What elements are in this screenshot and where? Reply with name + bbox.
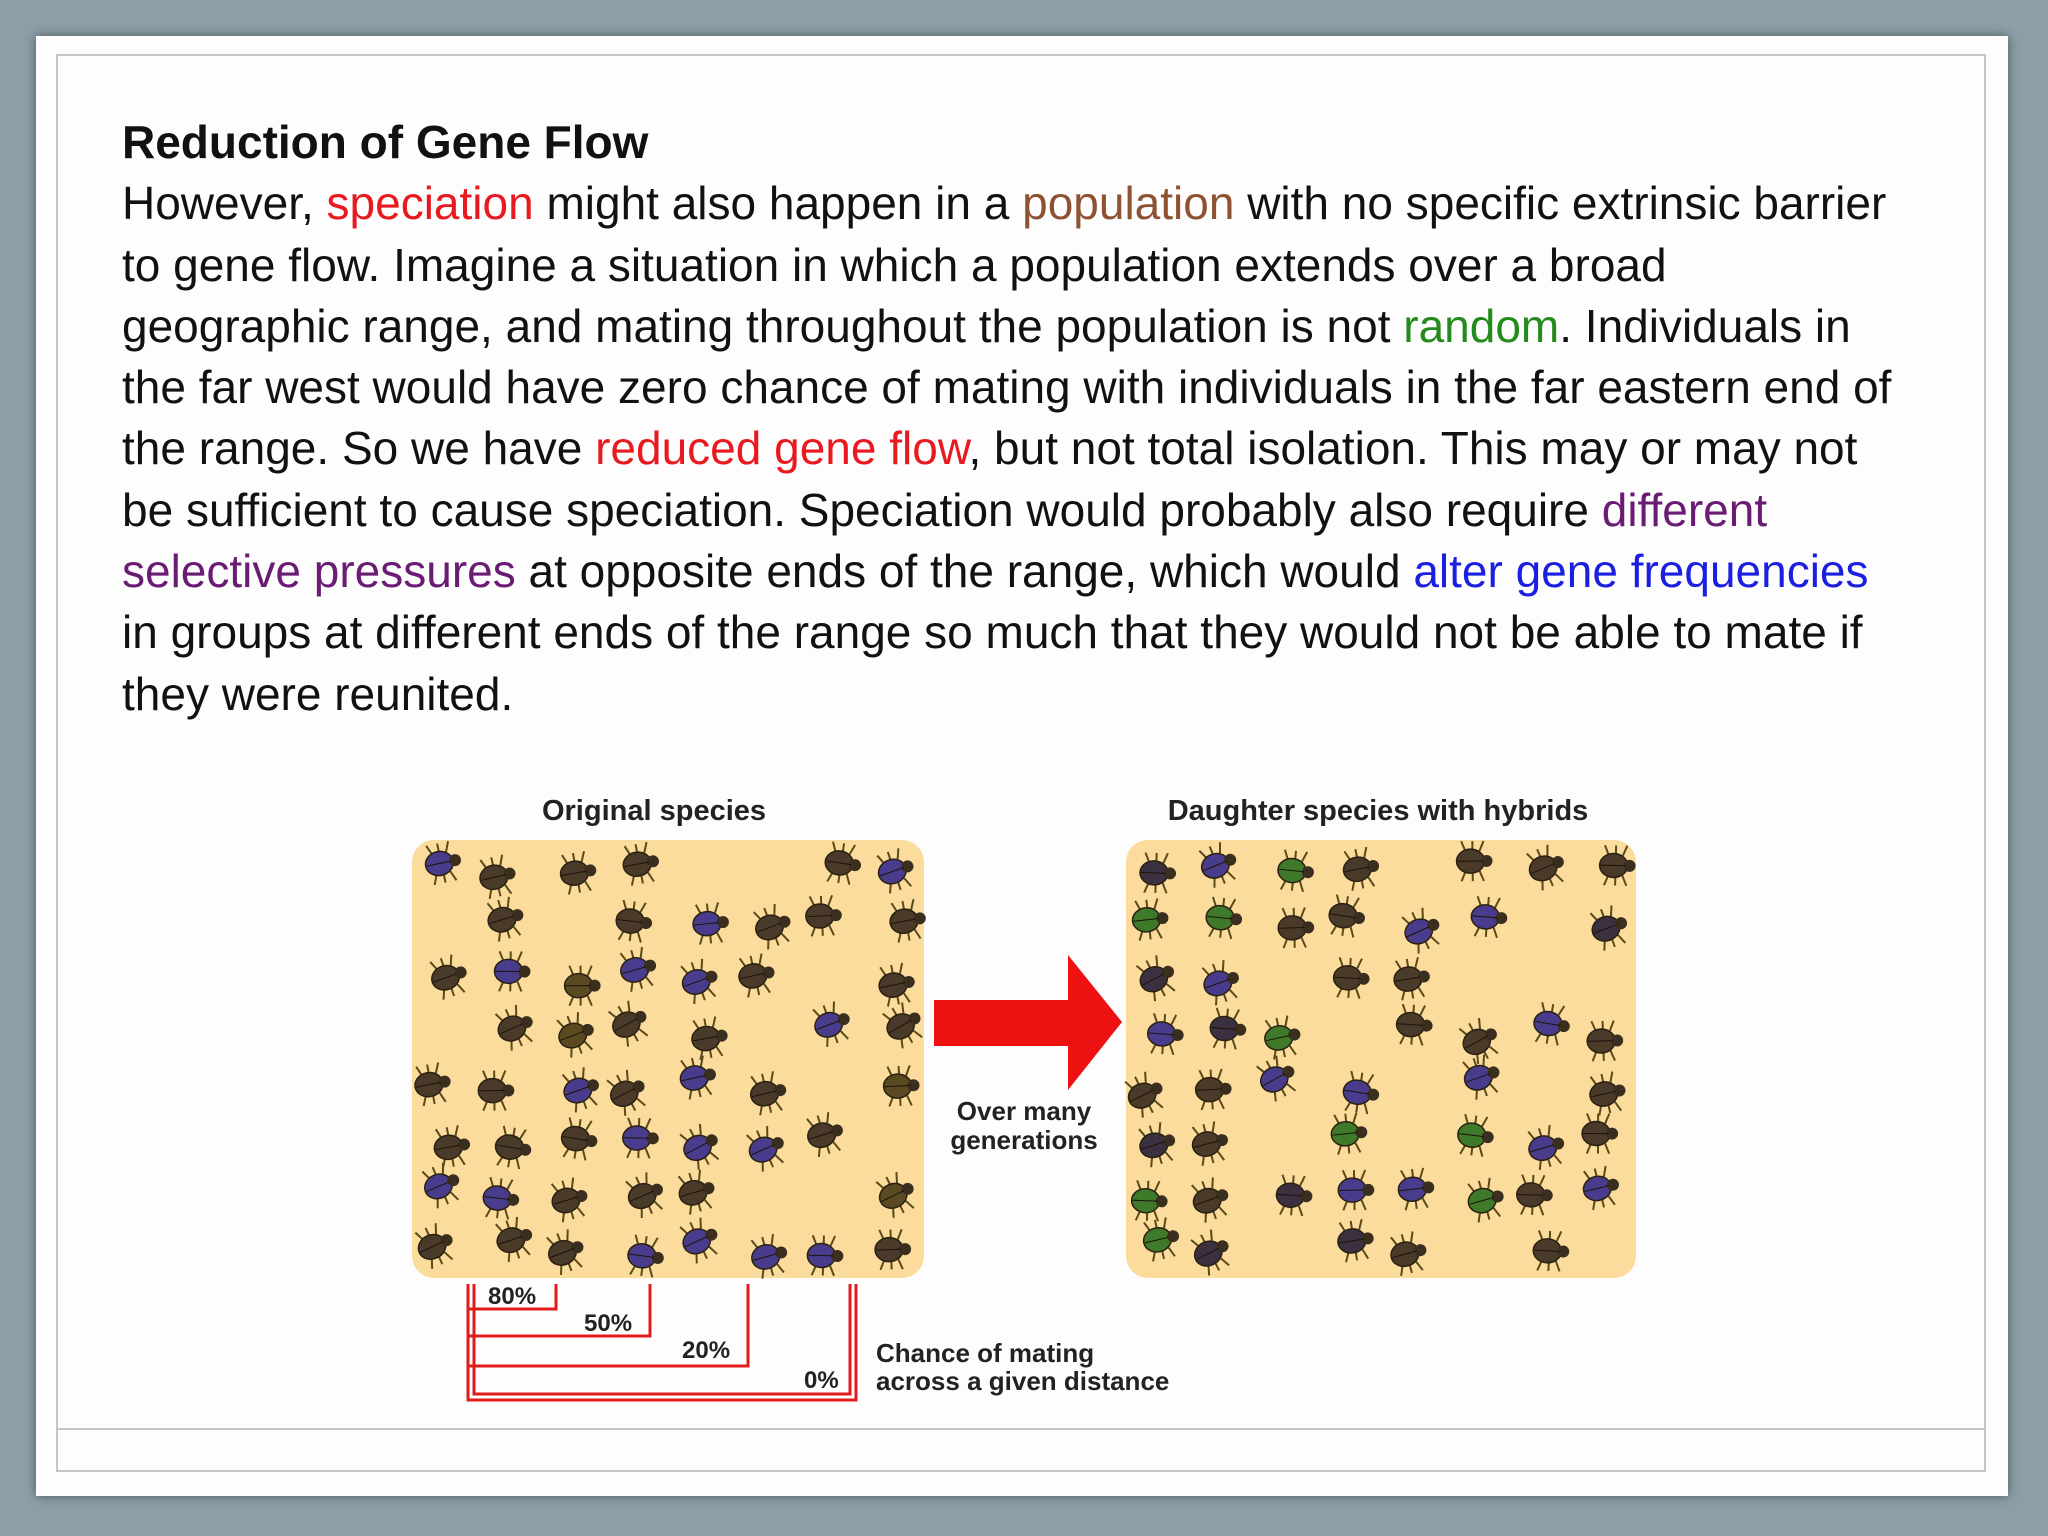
pct-20: 20%	[682, 1337, 731, 1364]
arrow-label-line1: Over many	[956, 1096, 1092, 1126]
text-run: . Individuals in the far west would have zero chance of mating with individuals in the far eastern end of the range. So we have	[122, 299, 1892, 475]
slide-text	[122, 112, 1902, 725]
body-paragraph	[122, 173, 1902, 725]
text-run: at opposite ends of the range, which would	[515, 545, 1414, 598]
daughter-species-label: Daughter species with hybrids	[1167, 795, 1589, 827]
slide-title: Reduction of Gene Flow	[122, 116, 649, 168]
pct-50: 50%	[584, 1310, 633, 1337]
generations-arrow	[934, 955, 1122, 1090]
term-different-selective-pressures[interactable]: different selective pressures	[122, 483, 1768, 598]
text-run: might also happen in a	[533, 177, 1023, 230]
mating-chance-legend-line2: across a given distance	[876, 1366, 1170, 1396]
term-reduced-gene-flow[interactable]: reduced gene flow	[595, 422, 969, 475]
term-alter-gene-frequencies[interactable]: alter gene frequencies	[1413, 545, 1869, 598]
text-run: with no specific extrinsic barrier to gene flow. Imagine a situation in which a population extends over a broad geographic range, and mating throughout the population is not	[122, 177, 1887, 352]
text-run: , but not total isolation. This may or may not be sufficient to cause speciation. Speciation would probably also require	[122, 422, 1858, 536]
arrow-label-line2: generations	[950, 1125, 1098, 1155]
mating-chance-legend-line1: Chance of mating	[876, 1338, 1095, 1368]
term-random[interactable]: random	[1403, 299, 1560, 352]
term-population[interactable]: population	[1022, 177, 1235, 230]
term-speciation[interactable]: speciation	[326, 177, 534, 230]
pct-0: 0%	[804, 1367, 839, 1394]
original-species-label: Original species	[541, 795, 767, 827]
text-run: in groups at different ends of the range so much that they would not be able to mate if they were reunited.	[122, 606, 1863, 720]
pct-80: 80%	[488, 1283, 537, 1310]
text-run: However,	[122, 177, 327, 230]
